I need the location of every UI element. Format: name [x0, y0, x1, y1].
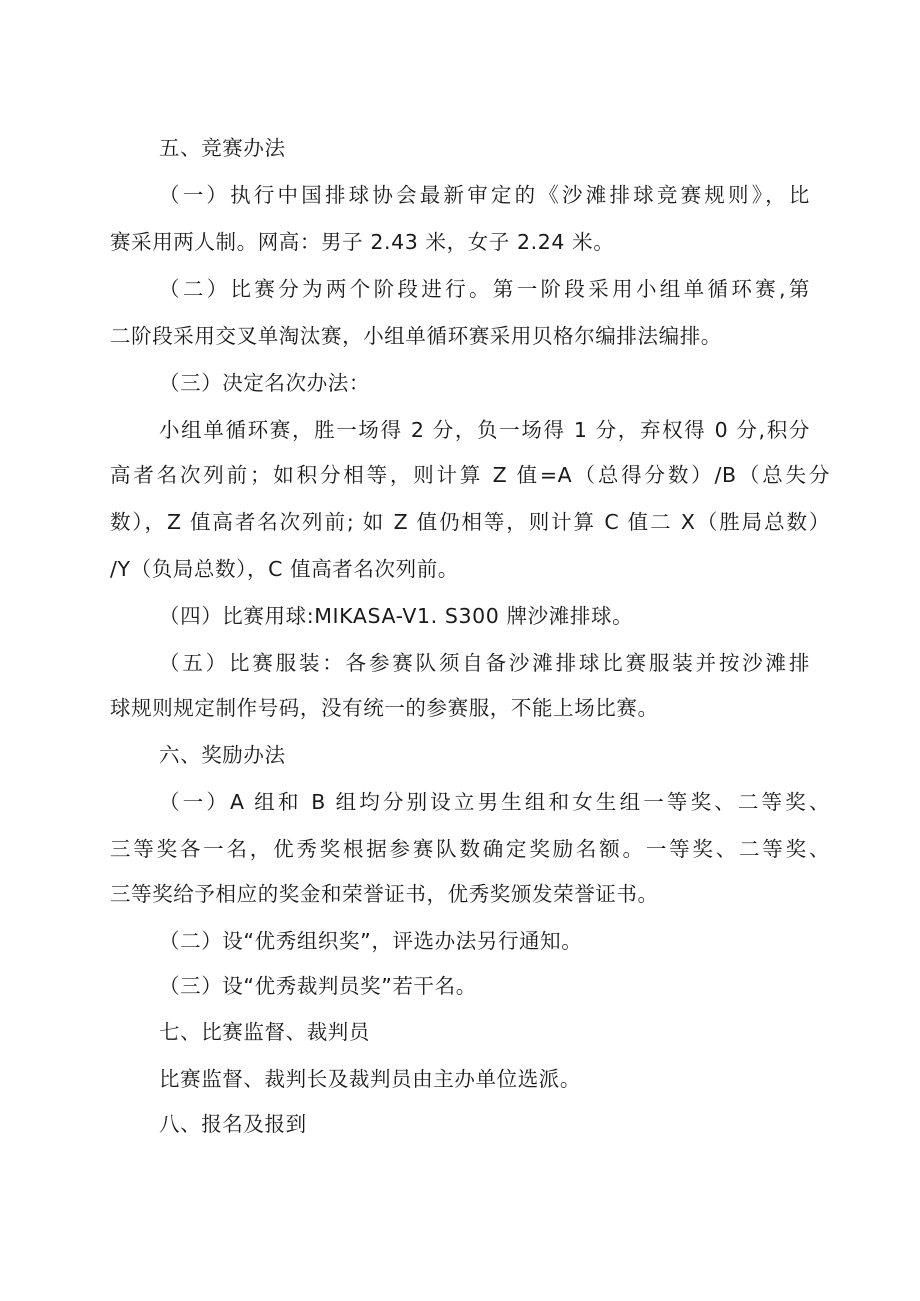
paragraph-line: 球规则规定制作号码，没有统一的参赛服，不能上场比赛。 [110, 696, 659, 720]
paragraph-line: （三）设“优秀裁判员奖”若干名。 [159, 974, 477, 998]
section-heading-6: 六、奖励办法 [159, 743, 286, 767]
paragraph-line: 三等奖给予相应的奖金和荣誉证书，优秀奖颁发荣誉证书。 [110, 882, 659, 906]
paragraph-line: 赛采用两人制。网高：男子 2.43 米，女子 2.24 米。 [110, 230, 615, 254]
paragraph-line: 高者名次列前；如积分相等，则计算 Z 值=A（总得分数）/B（总失分 [110, 463, 830, 487]
paragraph-line: （一）执行中国排球协会最新审定的《沙滩排球竞赛规则》，比 [159, 183, 810, 207]
section-heading-8: 八、报名及报到 [159, 1112, 307, 1136]
section-heading-7: 七、比赛监督、裁判员 [159, 1020, 370, 1044]
paragraph-line: 小组单循环赛，胜一场得 2 分，负一场得 1 分，弃权得 0 分,积分 [159, 418, 810, 442]
paragraph-line: （四）比赛用球:MIKASA-V1. S300 牌沙滩排球。 [159, 604, 634, 628]
paragraph-line: （二）比赛分为两个阶段进行。第一阶段采用小组单循环赛,第 [159, 277, 810, 301]
paragraph-line: 三等奖各一名，优秀奖根据参赛队数确定奖励名额。一等奖、二等奖、 [110, 837, 830, 861]
paragraph-line: （一）A 组和 B 组均分别设立男生组和女生组一等奖、二等奖、 [159, 790, 830, 814]
paragraph-line: （五）比赛服装：各参赛队须自备沙滩排球比赛服装并按沙滩排 [159, 651, 810, 675]
paragraph-line: 比赛监督、裁判长及裁判员由主办单位选派。 [159, 1067, 581, 1091]
paragraph-line: 二阶段采用交叉单淘汰赛，小组单循环赛采用贝格尔编排法编排。 [110, 324, 722, 348]
paragraph-line: （三）决定名次办法： [159, 371, 370, 395]
section-heading-5: 五、竞赛办法 [159, 136, 286, 160]
paragraph-line: （二）设“优秀组织奖”，评选办法另行通知。 [159, 929, 583, 953]
paragraph-line: 数），Z 值高者名次列前; 如 Z 值仍相等，则计算 C 值二 X（胜局总数） [110, 510, 830, 534]
paragraph-line: /Y（负局总数），C 值高者名次列前。 [110, 557, 459, 581]
